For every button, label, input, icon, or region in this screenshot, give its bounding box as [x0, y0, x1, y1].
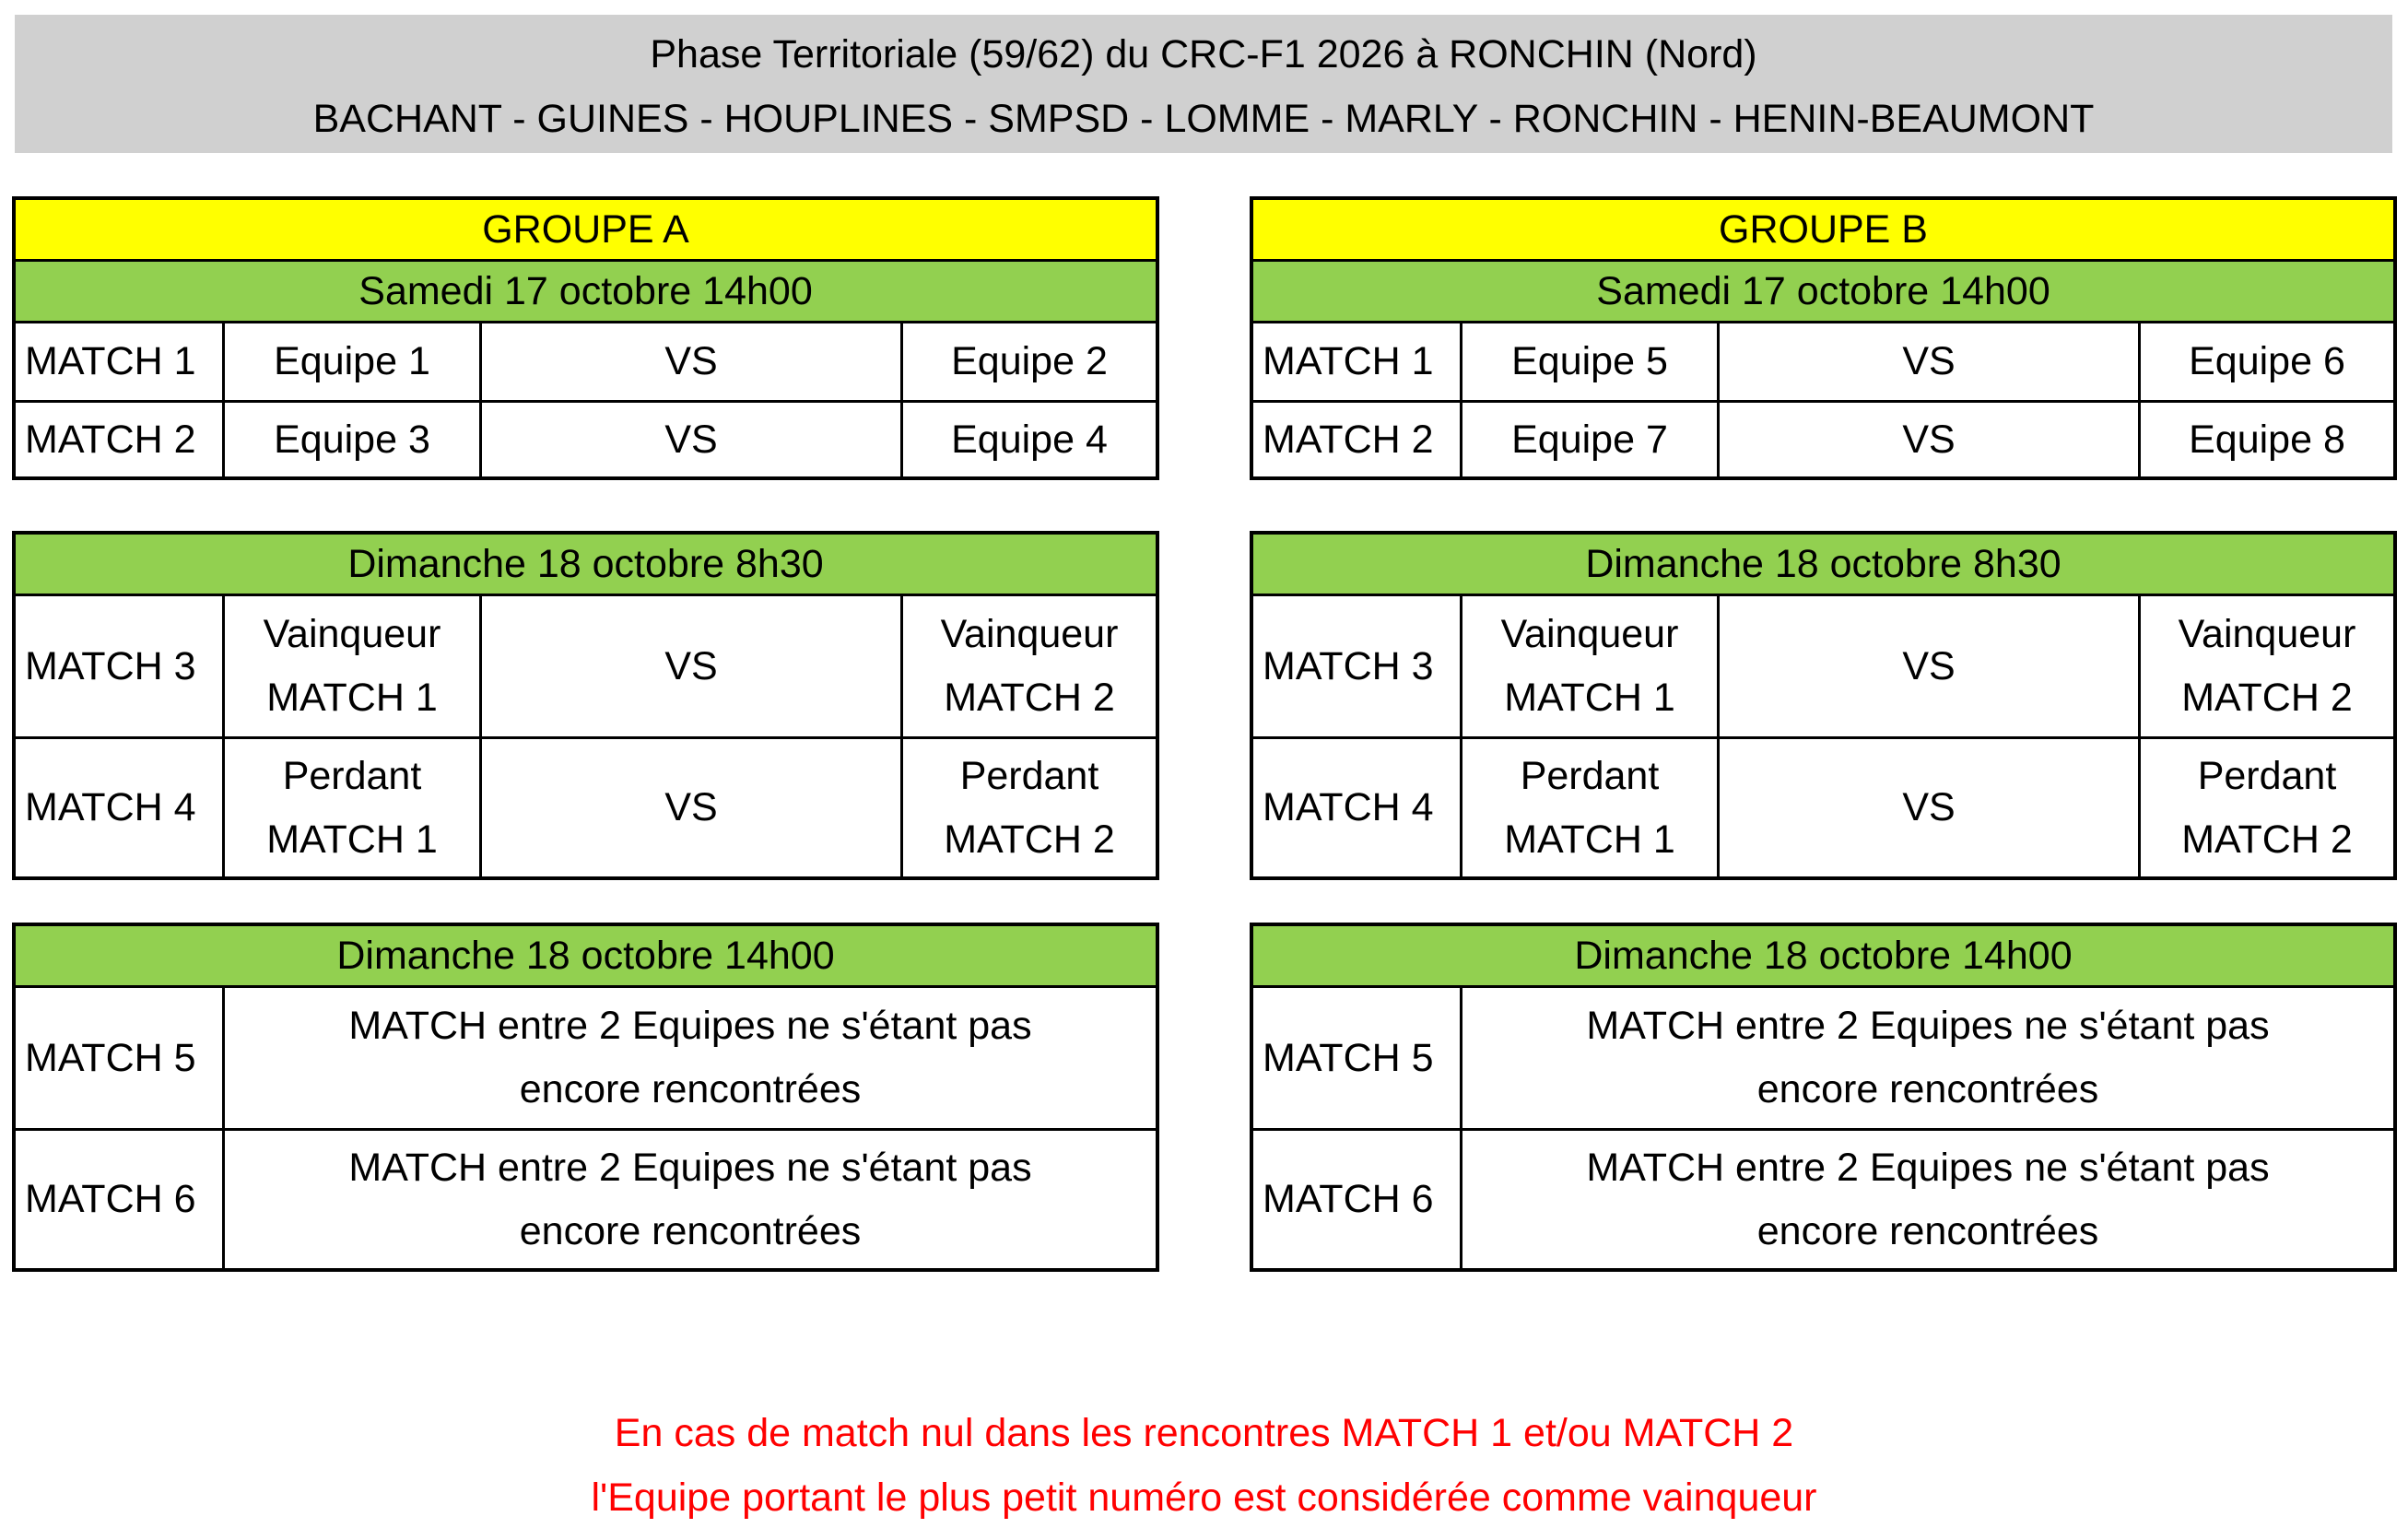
- home-team: Equipe 5: [1462, 323, 1720, 400]
- vs-label: VS: [482, 403, 903, 476]
- day-date: Samedi 17 octobre 14h00: [1253, 262, 2393, 323]
- tie-rule-note-line1: En cas de match nul dans les rencontres MATCH 1 et/ou MATCH 2: [614, 1411, 1794, 1455]
- away-team: [903, 739, 1156, 876]
- away-team-line1: Vainqueur: [2178, 612, 2356, 656]
- home-team-line1: Perdant: [1520, 753, 1660, 798]
- match-description: [225, 1131, 1156, 1268]
- match-label: MATCH 2: [1253, 403, 1462, 476]
- home-team: [1462, 739, 1720, 876]
- away-team-line2: MATCH 2: [944, 676, 1115, 720]
- match-label: MATCH 4: [1253, 739, 1462, 876]
- away-team-line2: MATCH 2: [2181, 676, 2353, 720]
- table-row: [1253, 400, 2393, 476]
- vs-label: VS: [1720, 739, 2141, 876]
- vs-label: VS: [482, 739, 903, 876]
- table-row: [16, 400, 1156, 476]
- group-b-day2-table: [1250, 531, 2397, 880]
- home-team: Equipe 1: [225, 323, 482, 400]
- table-row: [1253, 1128, 2393, 1268]
- away-team: Equipe 2: [951, 339, 1108, 383]
- day-date: Dimanche 18 octobre 8h30: [16, 535, 1156, 596]
- description-line2: encore rencontrées: [1756, 1208, 2099, 1253]
- home-team: [225, 739, 482, 876]
- away-team: [2141, 596, 2393, 736]
- group-a-day3-table: [12, 923, 1159, 1272]
- away-team-line1: Perdant: [959, 753, 1099, 798]
- home-team-line1: Perdant: [282, 753, 422, 798]
- match-label: MATCH 4: [16, 739, 225, 876]
- away-team: Equipe 4: [951, 417, 1108, 462]
- description-line2: encore rencontrées: [1756, 1067, 2099, 1111]
- day-date: Dimanche 18 octobre 14h00: [1253, 926, 2393, 988]
- away-team: Equipe 8: [2189, 417, 2345, 462]
- away-team-line1: Perdant: [2197, 753, 2337, 798]
- vs-label: VS: [1720, 596, 2141, 736]
- home-team: [1462, 596, 1720, 736]
- home-team: Equipe 7: [1462, 403, 1720, 476]
- group-b-day1-table: [1250, 196, 2397, 480]
- match-label: MATCH 3: [1253, 596, 1462, 736]
- match-label: MATCH 6: [16, 1131, 225, 1268]
- vs-label: VS: [1720, 403, 2141, 476]
- vs-label: VS: [482, 596, 903, 736]
- table-row: [16, 1128, 1156, 1268]
- match-label: MATCH 5: [16, 988, 225, 1128]
- away-team: Equipe 6: [2189, 339, 2345, 383]
- match-description: [225, 988, 1156, 1128]
- description-line2: encore rencontrées: [519, 1208, 862, 1253]
- away-team-line1: Vainqueur: [940, 612, 1119, 656]
- table-row: [1253, 988, 2393, 1128]
- header-title: Phase Territoriale (59/62) du CRC-F1 2026 à RONCHIN (Nord): [650, 32, 1757, 76]
- group-a-day1-table: [12, 196, 1159, 480]
- match-description: [1462, 1131, 2393, 1268]
- day-date: Dimanche 18 octobre 8h30: [1253, 535, 2393, 596]
- match-label: MATCH 2: [16, 403, 225, 476]
- match-label: MATCH 1: [1253, 323, 1462, 400]
- header-clubs: BACHANT - GUINES - HOUPLINES - SMPSD - LOMME - MARLY - RONCHIN - HENIN-BEAUMONT: [312, 97, 2095, 141]
- table-row: [16, 596, 1156, 736]
- group-title: GROUPE B: [1253, 200, 2393, 262]
- table-row: [1253, 323, 2393, 400]
- vs-label: VS: [1720, 323, 2141, 400]
- home-team-line1: Vainqueur: [263, 612, 441, 656]
- description-line2: encore rencontrées: [519, 1067, 862, 1111]
- home-team-line2: MATCH 1: [1504, 817, 1675, 862]
- home-team: [225, 596, 482, 736]
- away-team-line2: MATCH 2: [944, 817, 1115, 862]
- table-row: [16, 736, 1156, 876]
- match-description: [1462, 988, 2393, 1128]
- match-label: MATCH 3: [16, 596, 225, 736]
- group-a-day2-table: [12, 531, 1159, 880]
- description-line1: MATCH entre 2 Equipes ne s'étant pas: [1586, 1004, 2270, 1048]
- page-header: [15, 15, 2392, 153]
- table-row: [1253, 596, 2393, 736]
- away-team-line2: MATCH 2: [2181, 817, 2353, 862]
- day-date: Samedi 17 octobre 14h00: [16, 262, 1156, 323]
- match-label: MATCH 6: [1253, 1131, 1462, 1268]
- group-title: GROUPE A: [16, 200, 1156, 262]
- home-team-line2: MATCH 1: [266, 817, 438, 862]
- home-team-line2: MATCH 1: [266, 676, 438, 720]
- vs-label: VS: [482, 323, 903, 400]
- home-team-line1: Vainqueur: [1500, 612, 1679, 656]
- home-team-line2: MATCH 1: [1504, 676, 1675, 720]
- table-row: [16, 988, 1156, 1128]
- description-line1: MATCH entre 2 Equipes ne s'étant pas: [1586, 1145, 2270, 1190]
- description-line1: MATCH entre 2 Equipes ne s'étant pas: [348, 1145, 1032, 1190]
- tie-rule-note-line2: l'Equipe portant le plus petit numéro est considérée comme vainqueur: [591, 1475, 1817, 1520]
- match-label: MATCH 5: [1253, 988, 1462, 1128]
- match-label: MATCH 1: [16, 323, 225, 400]
- home-team: Equipe 3: [225, 403, 482, 476]
- away-team: [2141, 739, 2393, 876]
- table-row: [1253, 736, 2393, 876]
- group-b-day3-table: [1250, 923, 2397, 1272]
- description-line1: MATCH entre 2 Equipes ne s'étant pas: [348, 1004, 1032, 1048]
- table-row: [16, 323, 1156, 400]
- day-date: Dimanche 18 octobre 14h00: [16, 926, 1156, 988]
- away-team: [903, 596, 1156, 736]
